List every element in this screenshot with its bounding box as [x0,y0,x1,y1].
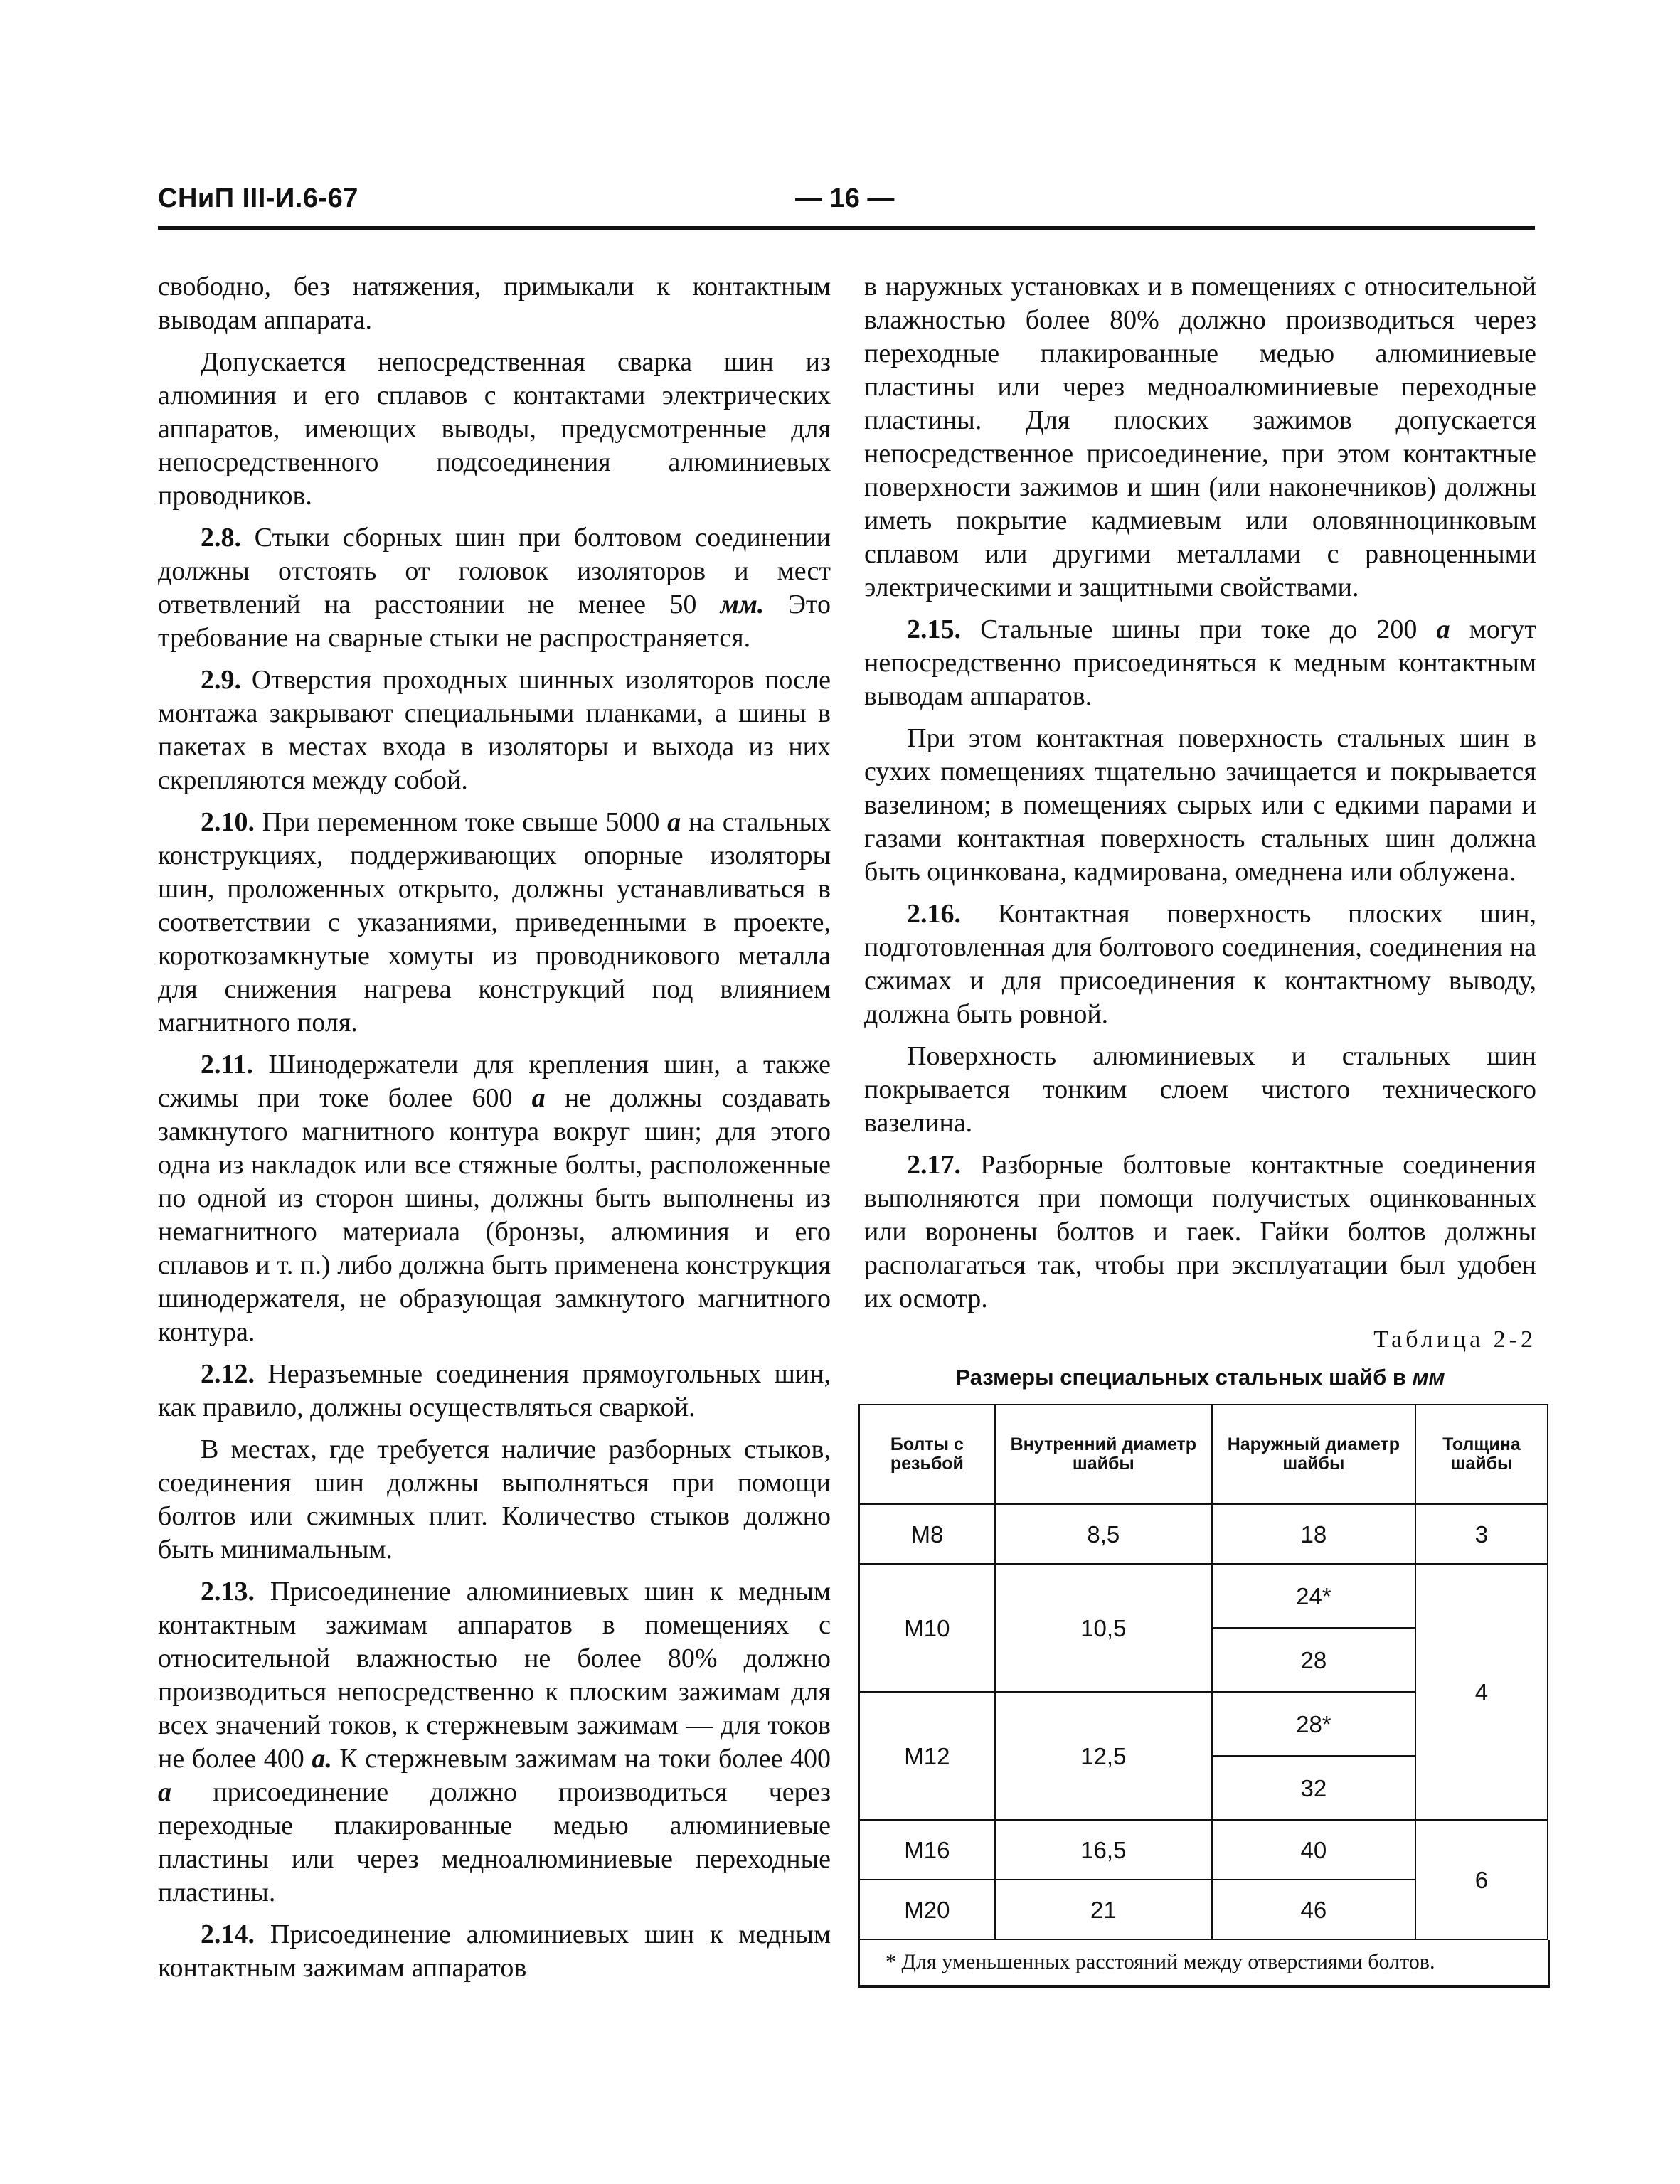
clause-number: 2.10. [201,807,255,837]
table-cell: 18 [1212,1504,1415,1564]
clause-number: 2.9. [201,665,241,695]
paragraph: В местах, где требуется наличие разборных стыков, соединения шин должны выполняться при помощи болтов или сжимных плит. Количество стыков должно быть минимальным. [158,1434,831,1565]
table-cell: 24* [1212,1564,1415,1628]
washer-sizes-table [858,1404,1548,1940]
header-rule [158,226,1535,230]
table-number: Таблица 2-2 [1373,1326,1536,1353]
table-row [859,1504,1548,1564]
left-column [158,270,831,1993]
clause-2-14: 2.14. Присоединение алюминиевых шин к медным контактным зажимам аппаратов [158,1919,831,1983]
clause-number: 2.12. [201,1359,255,1389]
clause-number: 2.11. [201,1050,253,1080]
table-cell: 28 [1212,1628,1415,1692]
paragraph: свободно, без натяжения, примыкали к контактным выводам аппарата. [158,272,831,335]
table-cell: М8 [859,1504,995,1564]
table-cell: М16 [859,1820,995,1880]
clause-2-13: 2.13. Присоединение алюминиевых шин к медным контактным зажимам аппаратов в помещениях с относительной влажностью не более 80% должно производиться непосредственно к плоским зажимам для всех значений токов, к стержневым зажимам — для токов не более 400 а. К стержневым зажимам на токи более 400 а присоединение должно производиться через переходные плакированные медью алюминиевые пластины или через медноалюминиевые переходные пластины. [158,1577,831,1907]
clause-number: 2.14. [201,1919,255,1949]
clause-number: 2.16. [907,899,961,929]
table-cell: М10 [859,1564,995,1692]
table-row [859,1564,1548,1628]
paragraph: При этом контактная поверхность стальных шин в сухих помещениях тщательно зачищается и покрывается вазелином; в помещениях сырых или с едкими парами и газами контактная поверхность стальных шин должна быть оцинкована, кадмирована, омеднена или облужена. [864,723,1536,887]
clause-number: 2.8. [201,523,241,553]
table-cell: 28* [1212,1692,1415,1756]
table-header-row [859,1405,1548,1504]
table-cell: М12 [859,1692,995,1820]
table-cell: 10,5 [995,1564,1212,1692]
column-header: Болты с резьбой [859,1405,995,1504]
table-cell: 21 [995,1880,1212,1939]
paragraph: в наружных установках и в помещениях с относительной влажностью более 80% должно производиться через переходные плакированные медью алюминиевые пластины или через медноалюминиевые переходные пластины. Для плоских зажимов допускается непосредственное присоединение, при этом контактные поверхности зажимов и шин (или наконечников) должны иметь покрытие кадмиевым или оловянноцинковым сплавом или другими металлами с равноценными электрическими и защитными свойствами. [864,272,1536,602]
table-footnote: * Для уменьшенных расстояний между отверстиями болтов. [858,1940,1550,1988]
table-cell: М20 [859,1880,995,1939]
clause-number: 2.17. [907,1150,961,1180]
table-cell: 4 [1415,1564,1548,1820]
table-cell: 8,5 [995,1504,1212,1564]
clause-2-17: 2.17. Разборные болтовые контактные соединения выполняются при помощи получистых оцинкованных или воронены болтов и гаек. Гайки болтов должны располагаться так, чтобы при эксплуатации был удобен их осмотр. [864,1150,1536,1314]
table-cell: 6 [1415,1820,1548,1939]
paragraph: Допускается непосредственная сварка шин из алюминия и его сплавов с контактами электрических аппаратов, имеющих выводы, предусмотренные для непосредственного подсоединения алюминиевых проводников. [158,347,831,511]
clause-2-16: 2.16. Контактная поверхность плоских шин, подготовленная для болтового соединения, соединения на сжимах и для присоединения к контактному выводу, должна быть ровной. [864,899,1536,1029]
right-column [864,270,1536,1988]
clause-2-9: 2.9. Отверстия проходных шинных изоляторов после монтажа закрывают специальными планками, а шины в пакетах в местах входа в изоляторы и выхода из них скрепляются между собой. [158,665,831,795]
table-cell: 12,5 [995,1692,1212,1820]
page-number: — 16 — [795,183,895,213]
table-row [859,1820,1548,1880]
clause-2-10: 2.10. При переменном токе свыше 5000 а на стальных конструкциях, поддерживающих опорные изоляторы шин, проложенных открыто, должны устанавливаться в соответствии с указаниями, приведенными в проекте, короткозамкнутые хомуты из проводникового металла для снижения нагрева конструкций под влиянием магнитного поля. [158,807,831,1038]
clause-number: 2.15. [907,614,961,644]
clause-2-15: 2.15. Стальные шины при токе до 200 а могут непосредственно присоединяться к медным контактным выводам аппаратов. [864,614,1537,711]
column-header: Толщина шайбы [1415,1405,1548,1504]
column-header: Внутренний диаметр шайбы [995,1405,1212,1504]
table-cell: 46 [1212,1880,1415,1939]
table-cell: 3 [1415,1504,1548,1564]
paragraph: Поверхность алюминиевых и стальных шин покрывается тонким слоем чистого технического вазелина. [864,1041,1536,1138]
table-title: Размеры специальных стальных шайб в мм [955,1365,1445,1390]
clause-number: 2.13. [201,1577,255,1607]
document-code: СНиП III-И.6-67 [158,183,358,213]
page-header [158,183,1535,226]
clause-2-8: 2.8. Стыки сборных шин при болтовом соединении должны отстоять от головок изоляторов и мест ответвлений на расстоянии не менее 50 мм. Это требование на сварные стыки не распространяется. [158,523,831,653]
table-cell: 40 [1212,1820,1415,1880]
table-cell: 16,5 [995,1820,1212,1880]
clause-2-11: 2.11. Шинодержатели для крепления шин, а также сжимы при токе более 600 а не должны создавать замкнутого магнитного контура вокруг шин; для этого одна из накладок или все стяжные болты, расположенные по одной из сторон шины, должны быть выполнены из немагнитного материала (бронзы, алюминия и его сплавов и т. п.) либо должна быть применена конструкция шинодержателя, не образующая замкнутого магнитного контура. [158,1050,831,1347]
table-cell: 32 [1212,1756,1415,1820]
column-header: Наружный диаметр шайбы [1212,1405,1415,1504]
clause-2-12: 2.12. Неразъемные соединения прямоугольных шин, как правило, должны осуществляться сваркой. [158,1359,831,1422]
